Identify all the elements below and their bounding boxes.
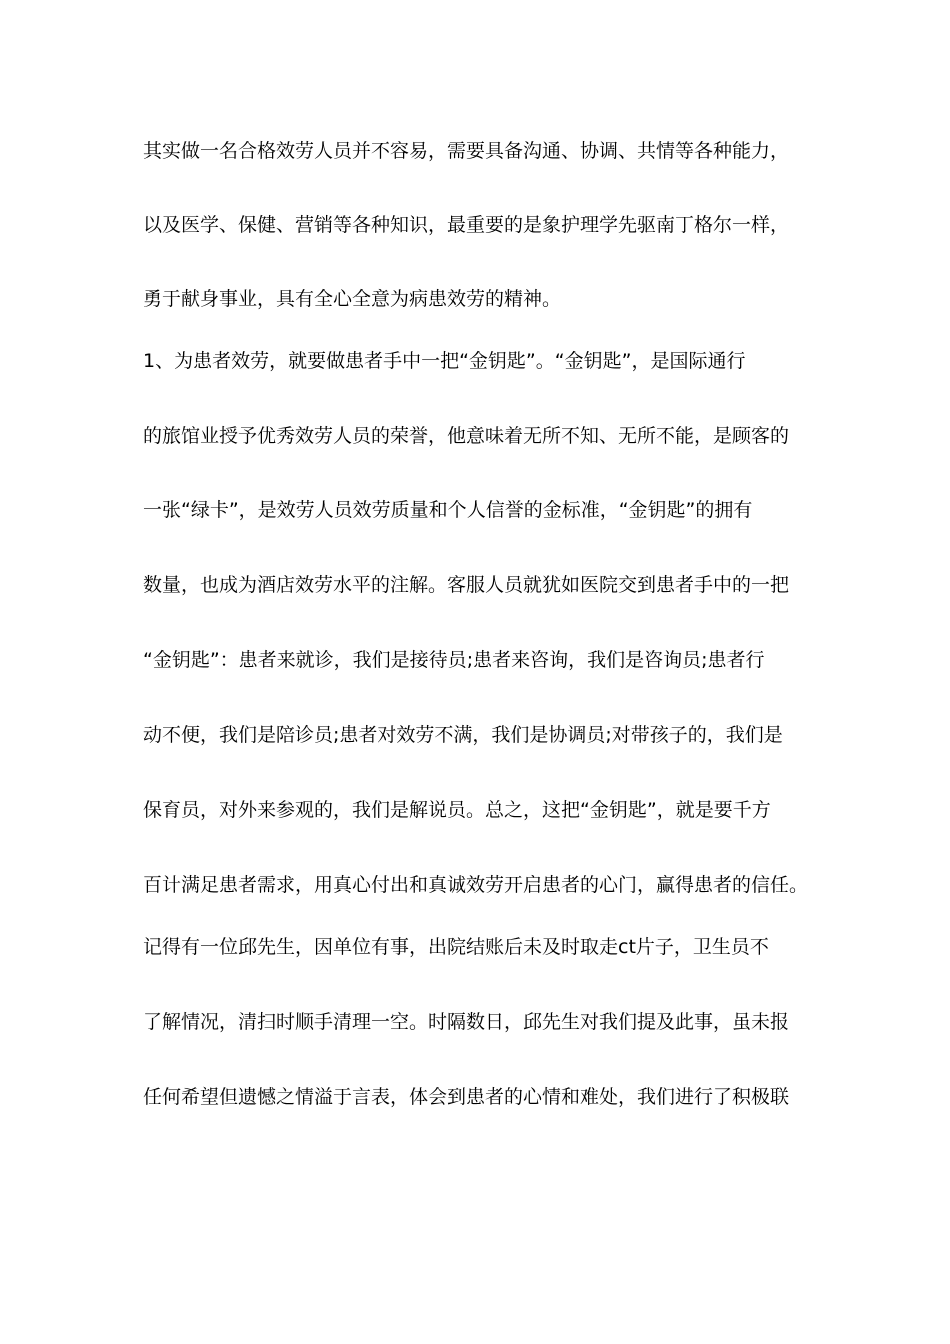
paragraph-line: 了解情况，清扫时顺手清理一空。时隔数日，邱先生对我们提及此事，虽未报 xyxy=(143,1011,790,1033)
paragraph-line: 勇于献身事业，具有全心全意为病患效劳的精神。 xyxy=(143,288,562,310)
paragraph-line: 以及医学、保健、营销等各种知识，最重要的是象护理学先驱南丁格尔一样， xyxy=(143,214,790,236)
paragraph-line: 保育员，对外来参观的，我们是解说员。总之，这把“金钥匙”，就是要千方 xyxy=(143,799,771,821)
paragraph-line: 其实做一名合格效劳人员并不容易，需要具备沟通、协调、共情等各种能力， xyxy=(143,140,790,162)
paragraph-line: 数量，也成为酒店效劳水平的注解。客服人员就犹如医院交到患者手中的一把 xyxy=(143,574,790,596)
paragraph-line: 一张“绿卡”，是效劳人员效劳质量和个人信誉的金标准，“金钥匙”的拥有 xyxy=(143,499,753,521)
paragraph-line: 任何希望但遗憾之情溢于言表，体会到患者的心情和难处，我们进行了积极联 xyxy=(143,1086,790,1108)
paragraph-line: 记得有一位邱先生，因单位有事，出院结账后未及时取走ct片子，卫生员不 xyxy=(143,936,769,958)
paragraph-line: 1、为患者效劳，就要做患者手中一把“金钥匙”。“金钥匙”，是国际通行 xyxy=(143,350,746,372)
paragraph-line: 的旅馆业授予优秀效劳人员的荣誉，他意味着无所不知、无所不能，是顾客的 xyxy=(143,425,790,447)
paragraph-line: 动不便，我们是陪诊员;患者对效劳不满，我们是协调员;对带孩子的，我们是 xyxy=(143,724,783,746)
paragraph-line: 百计满足患者需求，用真心付出和真诚效劳开启患者的心门，赢得患者的信任。 xyxy=(143,874,809,896)
paragraph-line: “金钥匙”：患者来就诊，我们是接待员;患者来咨询，我们是咨询员;患者行 xyxy=(143,649,765,671)
